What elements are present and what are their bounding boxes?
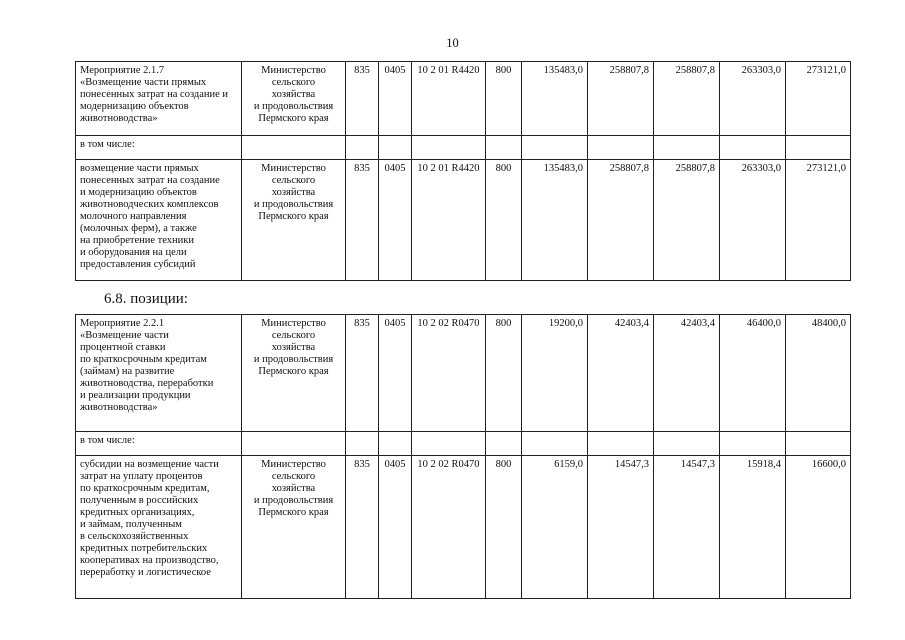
code-cell: 835: [346, 456, 379, 599]
code-cell: [486, 136, 522, 160]
code-cell: 800: [486, 456, 522, 599]
amount-cell: 135483,0: [522, 62, 588, 136]
amount-cell: 273121,0: [786, 160, 851, 281]
table-row: [76, 160, 851, 281]
amount-cell: 15918,4: [720, 456, 786, 599]
activity-name-cell: Мероприятие 2.1.7 «Возмещение части прямых понесенных затрат на создание и модернизацию объектов животноводства»: [76, 62, 242, 136]
amount-cell: [720, 136, 786, 160]
code-cell: 10 2 02 R0470: [412, 315, 486, 432]
amount-cell: 258807,8: [654, 160, 720, 281]
activity-name-cell: в том числе:: [76, 136, 242, 160]
activity-name-cell: в том числе:: [76, 432, 242, 456]
amount-cell: 263303,0: [720, 62, 786, 136]
table-row: [76, 62, 851, 136]
code-cell: 0405: [379, 160, 412, 281]
page-number: 10: [446, 36, 459, 50]
amount-cell: [786, 432, 851, 456]
ministry-cell: Министерство сельского хозяйства и продовольствия Пермского края: [242, 315, 346, 432]
table-row: [76, 315, 851, 432]
table-row: [76, 136, 851, 160]
amount-cell: [588, 432, 654, 456]
amount-cell: [720, 432, 786, 456]
code-cell: 0405: [379, 456, 412, 599]
code-cell: 10 2 02 R0470: [412, 456, 486, 599]
code-cell: [346, 136, 379, 160]
code-cell: 10 2 01 R4420: [412, 62, 486, 136]
code-cell: [412, 136, 486, 160]
amount-cell: 263303,0: [720, 160, 786, 281]
code-cell: 0405: [379, 315, 412, 432]
amount-cell: 6159,0: [522, 456, 588, 599]
amount-cell: 14547,3: [588, 456, 654, 599]
amount-cell: 258807,8: [654, 62, 720, 136]
table-row: [76, 456, 851, 599]
code-cell: 835: [346, 160, 379, 281]
activity-name-cell: субсидии на возмещение части затрат на уплату процентов по краткосрочным кредитам, полученным в российских кредитных организациях, и займам, полученным в сельскохозяйственных кредитных потребительских кооперативах на производство, переработку и логистическое: [76, 456, 242, 599]
amount-cell: [654, 136, 720, 160]
amount-cell: [522, 432, 588, 456]
amount-cell: 258807,8: [588, 160, 654, 281]
amount-cell: 48400,0: [786, 315, 851, 432]
code-cell: 835: [346, 315, 379, 432]
amount-cell: 14547,3: [654, 456, 720, 599]
budget-table-2: [75, 314, 851, 599]
activity-name-cell: возмещение части прямых понесенных затрат на создание и модернизацию объектов животноводческих комплексов молочного направления (молочных ферм), а также на приобретение техники и оборудования на цели предоставления субсидий: [76, 160, 242, 281]
code-cell: [379, 432, 412, 456]
code-cell: [486, 432, 522, 456]
code-cell: [379, 136, 412, 160]
amount-cell: 16600,0: [786, 456, 851, 599]
code-cell: [346, 432, 379, 456]
amount-cell: [654, 432, 720, 456]
code-cell: [412, 432, 486, 456]
ministry-cell: [242, 136, 346, 160]
ministry-cell: Министерство сельского хозяйства и продовольствия Пермского края: [242, 62, 346, 136]
amount-cell: 258807,8: [588, 62, 654, 136]
code-cell: 800: [486, 160, 522, 281]
code-cell: 10 2 01 R4420: [412, 160, 486, 281]
ministry-cell: [242, 432, 346, 456]
amount-cell: 46400,0: [720, 315, 786, 432]
code-cell: 800: [486, 62, 522, 136]
code-cell: 0405: [379, 62, 412, 136]
amount-cell: [786, 136, 851, 160]
ministry-cell: Министерство сельского хозяйства и продовольствия Пермского края: [242, 160, 346, 281]
amount-cell: 273121,0: [786, 62, 851, 136]
amount-cell: 42403,4: [654, 315, 720, 432]
code-cell: 835: [346, 62, 379, 136]
amount-cell: 19200,0: [522, 315, 588, 432]
amount-cell: [522, 136, 588, 160]
table-row: [76, 432, 851, 456]
code-cell: 800: [486, 315, 522, 432]
amount-cell: [588, 136, 654, 160]
section-heading: 6.8. позиции:: [104, 291, 188, 307]
amount-cell: 42403,4: [588, 315, 654, 432]
budget-table-1: [75, 61, 851, 281]
ministry-cell: Министерство сельского хозяйства и продовольствия Пермского края: [242, 456, 346, 599]
activity-name-cell: Мероприятие 2.2.1 «Возмещение части процентной ставки по краткосрочным кредитам (займам) на развитие животноводства, переработки и реализации продукции животноводства»: [76, 315, 242, 432]
amount-cell: 135483,0: [522, 160, 588, 281]
